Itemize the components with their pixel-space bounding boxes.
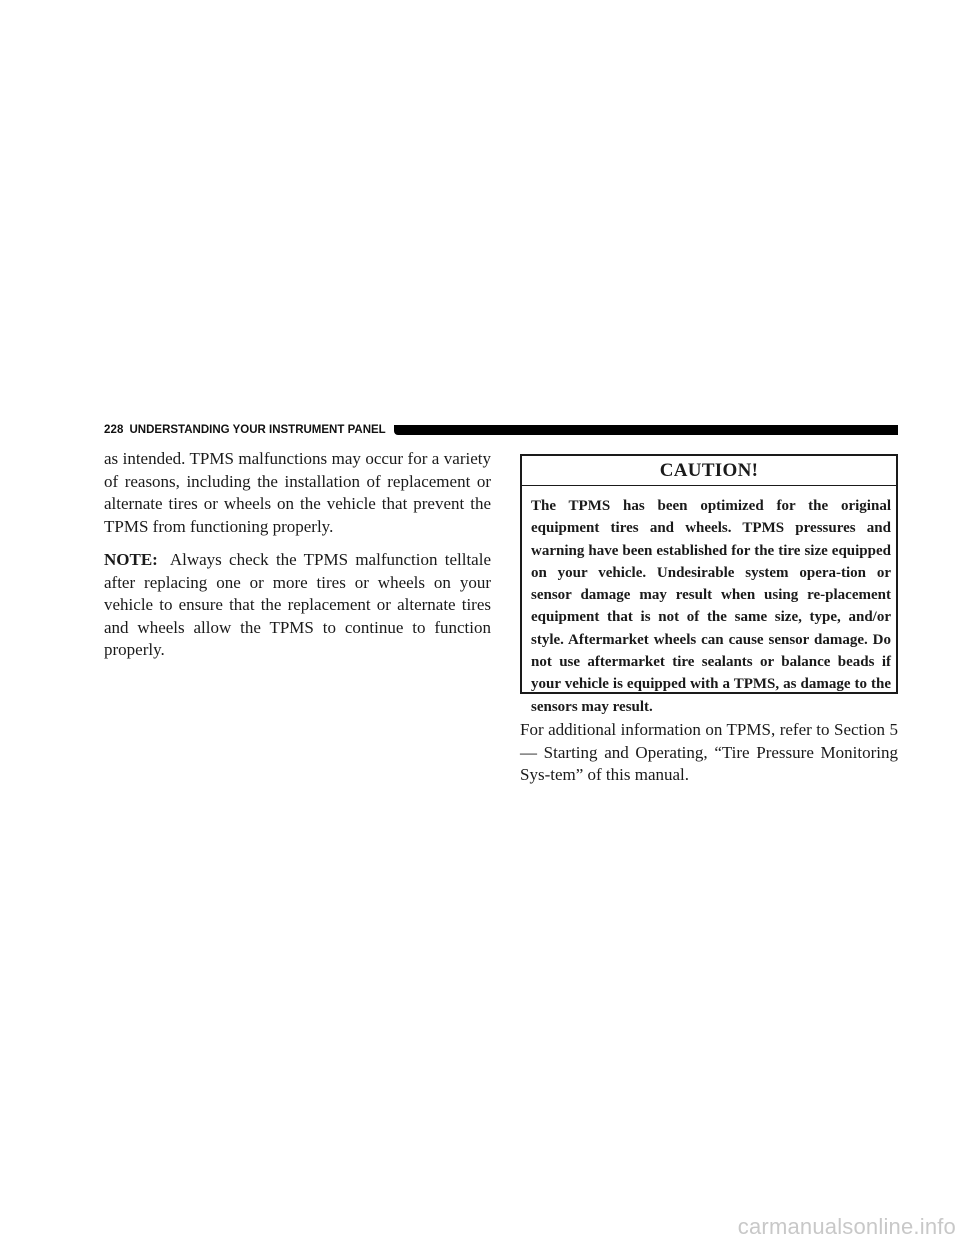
caution-box — [520, 454, 898, 715]
section-title: UNDERSTANDING YOUR INSTRUMENT PANEL — [129, 424, 386, 436]
header-rule — [394, 425, 898, 435]
left-column — [104, 448, 491, 673]
page-number: 228 — [104, 424, 124, 436]
watermark: carmanualsonline.info — [737, 1214, 956, 1239]
caution-title: CAUTION! — [522, 456, 896, 486]
body-paragraph: as intended. TPMS malfunctions may occur for a variety of reasons, including the installation of replacement or alternate tires or wheels on the vehicle that prevent the TPMS from functioning properly. — [104, 449, 491, 536]
note-paragraph — [104, 549, 491, 662]
reference-paragraph: For additional information on TPMS, refer to Section 5 — Starting and Operating, “Tire Pressure Monitoring Sys-tem” of this manual. — [520, 720, 898, 784]
caution-text: The TPMS has been optimized for the original equipment tires and wheels. TPMS pressures and warning have been established for the tire size equipped on your vehicle. Undesirable system opera-tion or sensor damage may result when using re-placement equipment that is not of the same size, type, and/or style. Aftermarket wheels can cause sensor damage. Do not use aftermarket tire sealants or balance beads if your vehicle is equipped with a TPMS, as damage to the sensors may result. — [531, 498, 891, 715]
page-header — [104, 423, 898, 437]
note-label: NOTE: — [104, 550, 158, 569]
note-text: Always check the TPMS malfunction telltale after replacing one or more tires or wheels on your vehicle to ensure that the replacement or alternate tires and wheels allow the TPMS to continue to function properly. — [104, 550, 491, 659]
right-column — [520, 719, 898, 787]
